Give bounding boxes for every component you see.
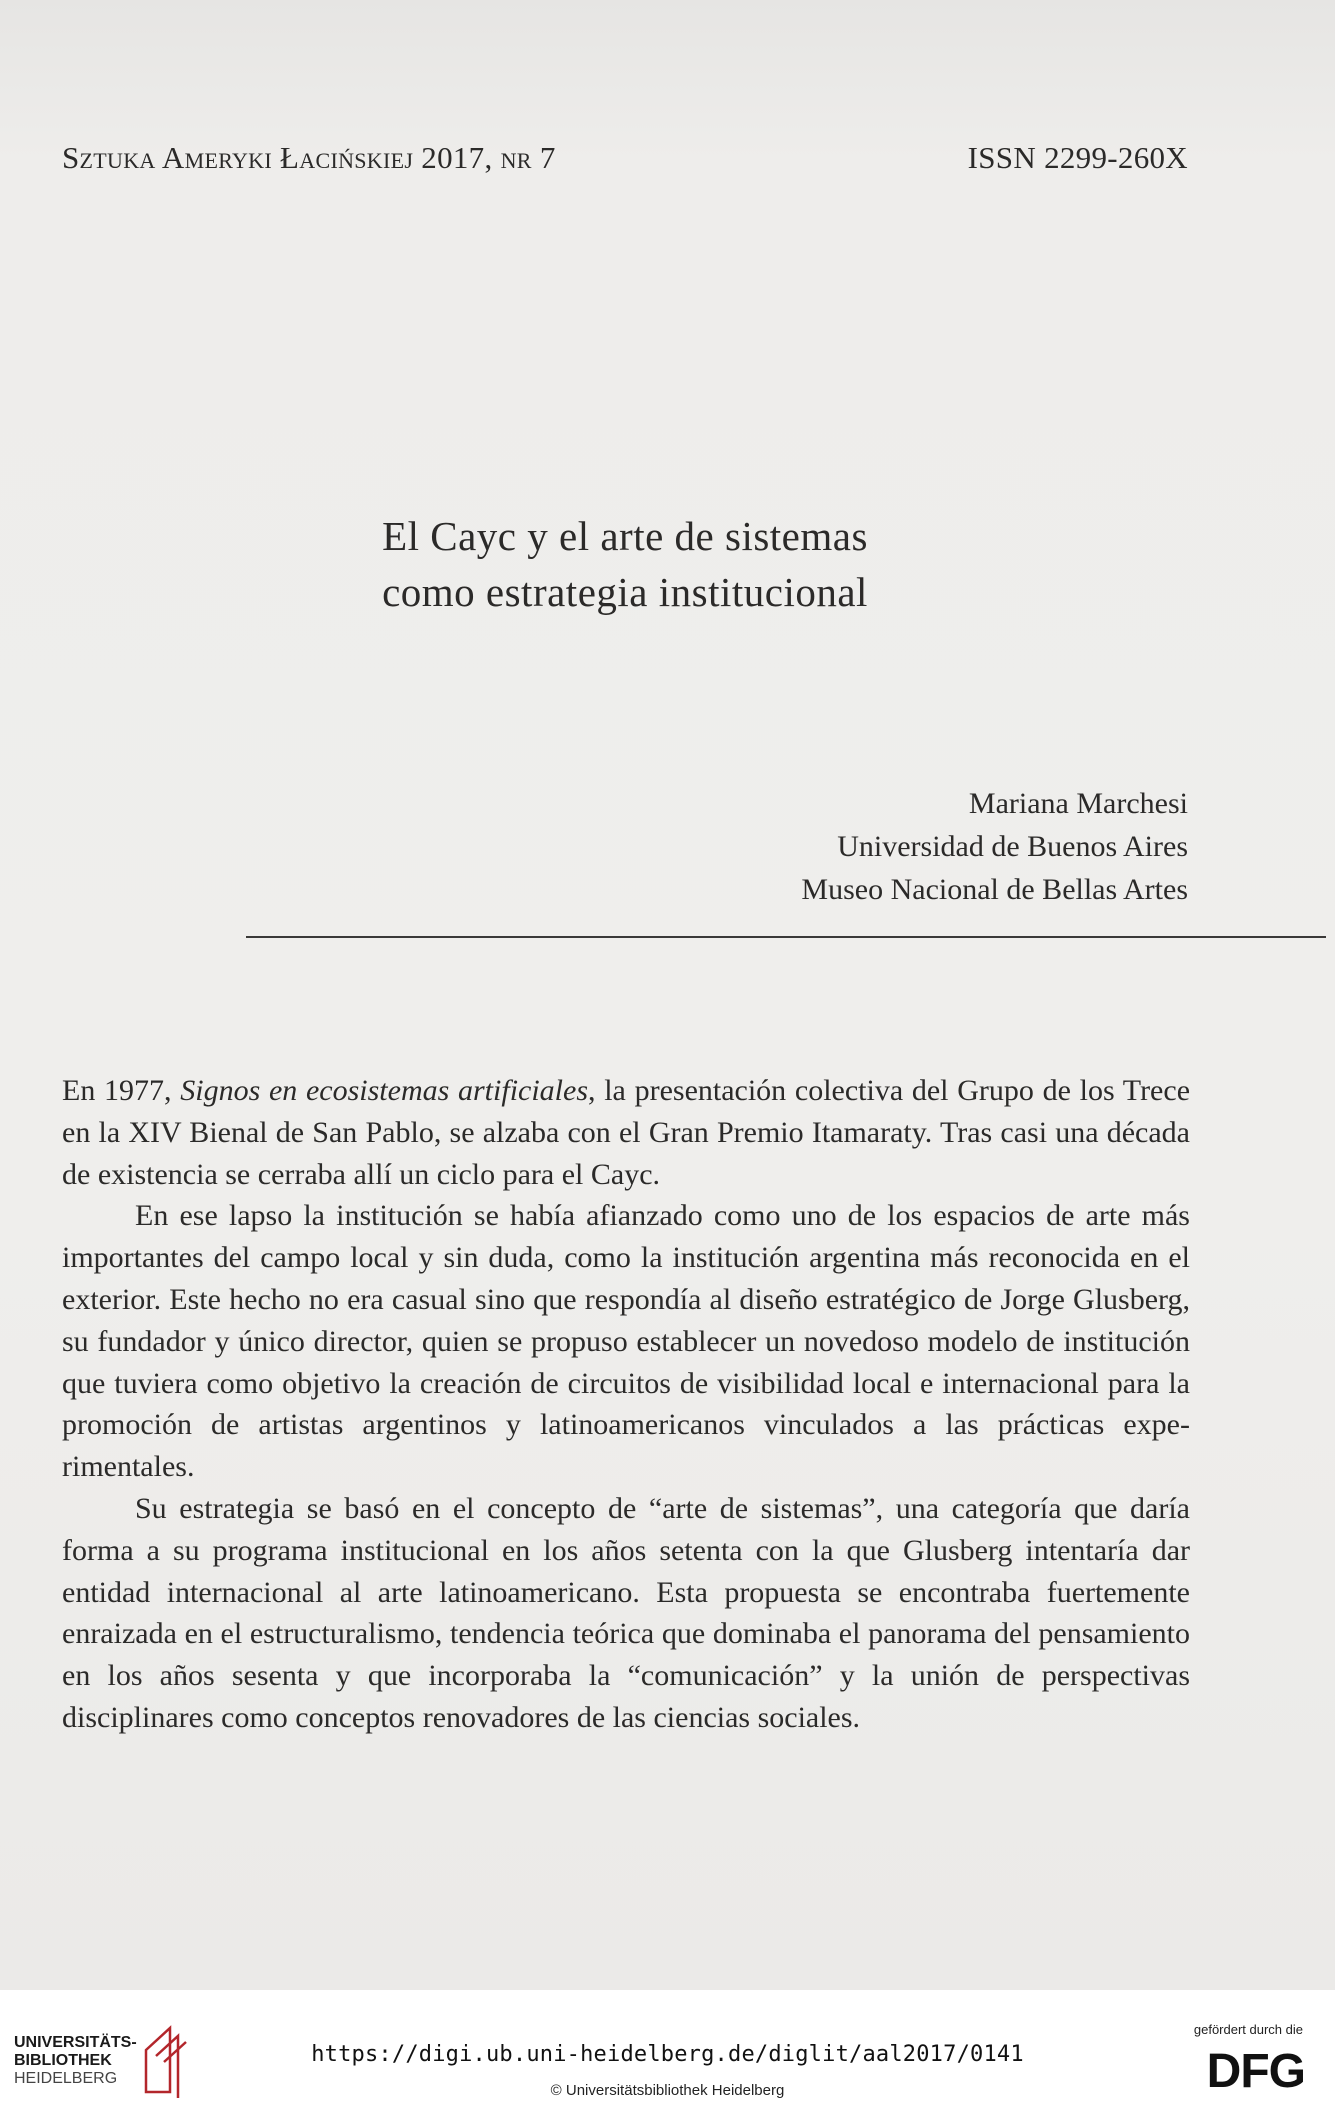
digitization-footer (0, 1990, 1335, 2118)
affiliation-1: Universidad de Buenos Aires (837, 830, 1188, 863)
issn: ISSN 2299-260X (967, 140, 1188, 175)
affiliation-2: Museo Nacional de Bellas Artes (801, 873, 1188, 906)
paragraph-1: En 1977, Signos en ecosistemas artificiales, la presentación colectiva del Grupo de los Trece en la XIV Bienal de San Pablo, se alzaba con el Gran Premio Itamaraty. Tras casi una década de existencia se cerraba allí un ciclo para el Cayc. (62, 1074, 1191, 1191)
divider-rule (246, 936, 1326, 938)
journal-name: Sztuka Ameryki Łacińskiej 2017, nr 7 (62, 140, 556, 175)
author-name: Mariana Marchesi (968, 787, 1188, 820)
source-url-link[interactable]: https://digi.ub.uni-heidelberg.de/diglit/aal2017/0141 (311, 2042, 1024, 2067)
funding-note: gefördert durch die (1193, 2022, 1303, 2037)
paragraph-3: Su estrategia se basó en el concepto de “arte de sistemas”, una categoría que daría forma a su programa institucional en los años setenta con la que Glusberg intentaría dar entidad internacional al arte latinoamericano. Esta propuesta se encontraba fuertemente enraizada en el estructuralismo, tendencia teórica que dominaba el panorama del pensamiento en los años sesenta y que incorporaba la “comunicación” y la unión de perspectivas disciplinares como conceptos renovadores de las ciencias sociales. (62, 1491, 1190, 1734)
artwork-title: Signos en ecosistemas artificiales (180, 1074, 589, 1107)
author-block (801, 782, 1188, 911)
article-title (0, 508, 1250, 620)
library-logo[interactable]: UNIVERSITÄTS- BIBLIOTHEK HEIDELBERG (14, 2034, 137, 2087)
copyright-notice: © Universitätsbibliothek Heidelberg (550, 2082, 785, 2099)
title-line-2: como estrategia institucional (382, 569, 868, 615)
title-line-1: El Cayc y el arte de sistemas (382, 513, 868, 559)
dfg-logo[interactable]: DFG (1206, 2045, 1305, 2098)
paragraph-2: En ese lapso la institución se había afianzado como uno de los espacios de arte más importantes del campo local y sin duda, como la institución argentina más reconocida en el exterior. Este hecho no era casual sino que respondía al diseño estratégico de Jorge Glusberg, su fundador y único director, quien se propuso establecer un novedoso modelo de institución que tuviera como objetivo la creación de circuitos de visibilidad local e internacional para la promoción de artistas argentinos y latinoamericanos vinculados a las prácticas experimentales. (62, 1199, 1190, 1484)
running-header (62, 140, 1188, 176)
article-body (62, 1070, 1190, 1739)
